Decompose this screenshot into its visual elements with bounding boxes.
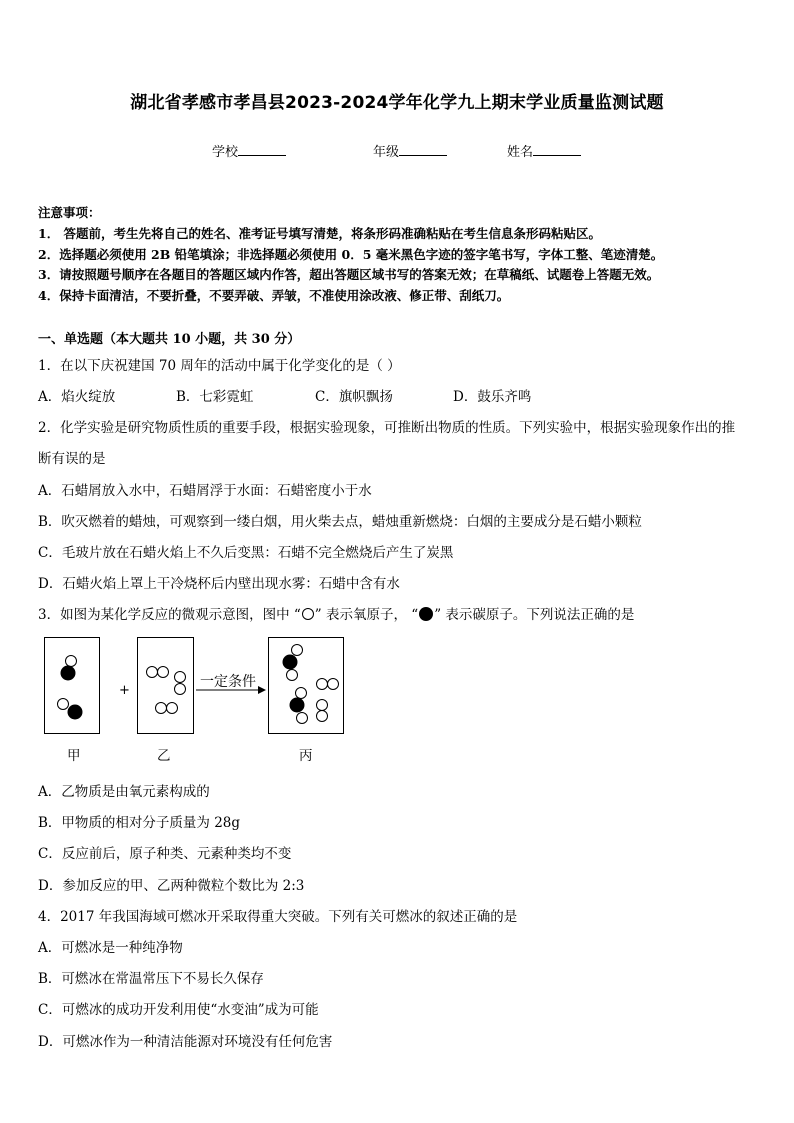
oxygen-atom [175, 672, 186, 683]
question-1-option-c: C．旗帜飘扬 [315, 389, 393, 405]
grade-blank [399, 143, 447, 156]
oxygen-atom [297, 713, 308, 724]
oxygen-atom [317, 711, 328, 722]
question-4-option-d: D．可燃冰作为一种清洁能源对环境没有任何危害 [38, 1034, 333, 1050]
question-3-option-a: A．乙物质是由氧元素构成的 [38, 784, 210, 800]
notice-heading: 注意事项： [38, 205, 101, 220]
oxygen-atom [328, 679, 339, 690]
question-4-stem: 4．2017 年我国海域可燃冰开采取得重大突破。下列有关可燃冰的叙述正确的是 [38, 909, 518, 925]
question-4-option-a: A．可燃冰是一种纯净物 [38, 940, 183, 956]
oxygen-atom [292, 645, 303, 656]
question-2-option-b: B．吹灭燃着的蜡烛，可观察到一缕白烟，用火柴去点，蜡烛重新燃烧：白烟的主要成分是石蜡小颗粒 [38, 514, 642, 530]
oxygen-atom [58, 699, 69, 710]
question-3-stem-post: ” 表示碳原子。下列说法正确的是 [434, 607, 635, 623]
carbon-atom-icon [418, 606, 434, 622]
question-1-option-a: A．焰火绽放 [38, 389, 116, 405]
school-label: 学校 [212, 145, 239, 160]
box-jia [45, 638, 100, 734]
notice-item: 1． 答题前，考生先将自己的姓名、准考证号填写清楚，将条形码准确粘贴在考生信息条形码粘贴区。 [38, 226, 602, 241]
carbon-atom [61, 666, 76, 681]
oxygen-atom-icon [301, 607, 315, 621]
carbon-atom [290, 698, 305, 713]
oxygen-atom [158, 667, 169, 678]
plus-sign: + [119, 683, 130, 698]
notice-item: 2．选择题必须使用 2B 铅笔填涂；非选择题必须使用 0．5 毫米黑色字迹的签字笔书写，字体工整、笔迹清楚。 [38, 247, 664, 262]
notice-item: 4．保持卡面清洁，不要折叠，不要弄破、弄皱，不准使用涂改液、修正带、刮纸刀。 [38, 288, 510, 303]
question-3-stem-mid: ” 表示氧原子， “ [314, 607, 419, 623]
arrow-head-icon [258, 686, 266, 694]
name-label: 姓名 [507, 145, 534, 160]
question-1-option-b: B．七彩霓虹 [176, 389, 254, 405]
box-yi [138, 638, 194, 734]
oxygen-atom [147, 667, 158, 678]
grade-label: 年级 [373, 145, 400, 160]
question-3-option-c: C．反应前后，原子种类、元素种类均不变 [38, 846, 292, 862]
oxygen-atom [156, 703, 167, 714]
section-heading: 一、单选题（本大题共 10 小题，共 30 分） [38, 332, 301, 347]
question-3-stem [38, 603, 634, 623]
reaction-diagram-svg [0, 630, 794, 770]
oxygen-atom [66, 656, 77, 667]
question-3-option-b: B．甲物质的相对分子质量为 28g [38, 815, 241, 831]
exam-title: 湖北省孝感市孝昌县2023-2024学年化学九上期末学业质量监测试题 [130, 93, 664, 113]
question-1-option-d: D．鼓乐齐鸣 [453, 389, 532, 405]
name-blank [533, 143, 581, 156]
question-2-stem: 2．化学实验是研究物质性质的重要手段，根据实验现象，可推断出物质的性质。下列实验中，根据实验现象作出的推 [38, 420, 736, 436]
label-jia: 甲 [67, 748, 81, 764]
question-4-option-c: C．可燃冰的成功开发利用使“水变油”成为可能 [38, 1002, 319, 1018]
oxygen-atom [175, 684, 186, 695]
label-bing: 丙 [299, 748, 313, 764]
arrow-label: 一定条件 [200, 674, 256, 690]
question-2-stem-cont: 断有误的是 [38, 451, 106, 467]
carbon-atom [283, 655, 298, 670]
school-blank [238, 143, 286, 156]
question-2-option-c: C．毛玻片放在石蜡火焰上不久后变黑：石蜡不完全燃烧后产生了炭黑 [38, 545, 454, 561]
oxygen-atom [296, 688, 307, 699]
grade-field [373, 141, 447, 160]
oxygen-atom [167, 703, 178, 714]
question-2-option-d: D．石蜡火焰上罩上干冷烧杯后内壁出现水雾：石蜡中含有水 [38, 576, 400, 592]
reaction-diagram [0, 630, 794, 770]
oxygen-atom [287, 670, 298, 681]
question-3-option-d: D．参加反应的甲、乙两种微粒个数比为 2:3 [38, 878, 305, 894]
question-3-stem-pre: 3．如图为某化学反应的微观示意图，图中 “ [38, 607, 301, 623]
question-2-option-a: A．石蜡屑放入水中，石蜡屑浮于水面：石蜡密度小于水 [38, 483, 372, 499]
label-yi: 乙 [157, 748, 171, 764]
school-field [212, 141, 286, 160]
name-field [507, 141, 581, 160]
notice-item: 3．请按照题号顺序在各题目的答题区域内作答，超出答题区域书写的答案无效；在草稿纸、试题卷上答题无效。 [38, 267, 660, 282]
question-4-option-b: B．可燃冰在常温常压下不易长久保存 [38, 971, 264, 987]
oxygen-atom [317, 679, 328, 690]
oxygen-atom [317, 700, 328, 711]
carbon-atom [68, 705, 83, 720]
question-1-stem: 1．在以下庆祝建国 70 周年的活动中属于化学变化的是（ ） [38, 358, 401, 374]
